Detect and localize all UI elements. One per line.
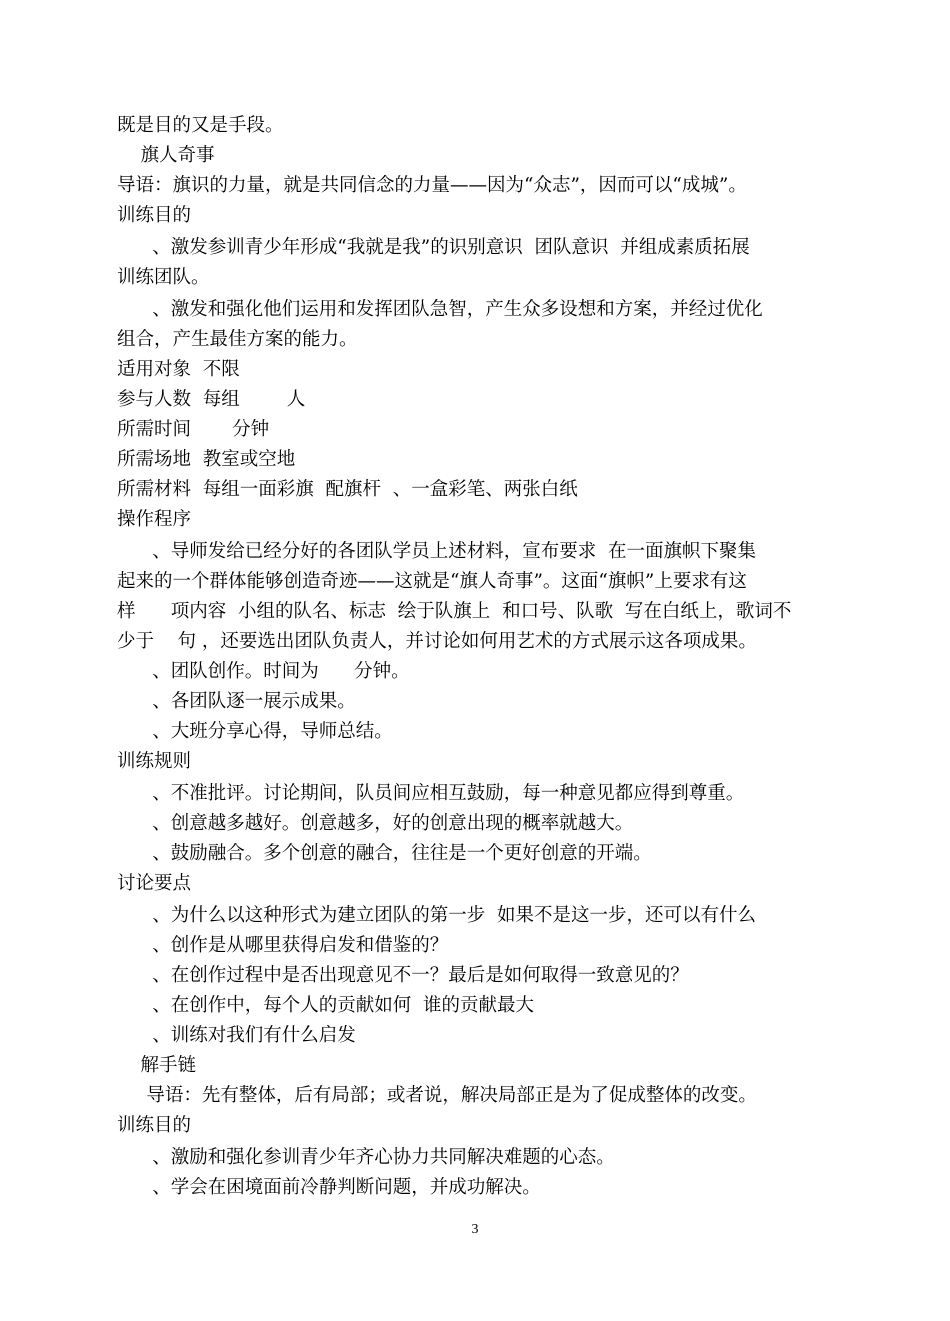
text-line: 、团队创作。时间为 分钟。 (117, 661, 410, 682)
heading: 训练规则 (117, 751, 192, 772)
heading: 操作程序 (117, 509, 192, 530)
text-line: 、鼓励融合。多个创意的融合，往往是一个更好创意的开端。 (117, 843, 652, 864)
text-line: 导语：先有整体，后有局部；或者说，解决局部正是为了促成整体的改变。 (117, 1085, 757, 1106)
text-line: 、导师发给已经分好的各团队学员上述材料，宣布要求 在一面旗帜下聚集 (117, 541, 757, 562)
text-line: 、创作是从哪里获得启发和借鉴的？ (117, 935, 449, 956)
text-line: 既是目的又是手段。 (117, 115, 284, 136)
text-line: 、为什么以这种形式为建立团队的第一步 如果不是这一步，还可以有什么 (117, 905, 757, 926)
text-line: 所需时间 分钟 (117, 419, 270, 440)
text-line: 、不准批评。讨论期间，队员间应相互鼓励，每一种意见都应得到尊重。 (117, 783, 745, 804)
text-line: 、激励和强化参训青少年齐心协力共同解决难题的心态。 (117, 1147, 615, 1168)
text-line: 、学会在困境面前冷静判断问题，并成功解决。 (117, 1177, 541, 1198)
text-line: 所需场地 教室或空地 (117, 449, 296, 470)
section-title: 解手链 (117, 1055, 197, 1076)
text-line: 、在创作中，每个人的贡献如何 谁的贡献最大 (117, 995, 535, 1016)
heading: 训练目的 (117, 1115, 192, 1136)
text-line: 适用对象 不限 (117, 359, 240, 380)
text-line: 、激发和强化他们运用和发挥团队急智，产生众多设想和方案，并经过优化 (117, 299, 763, 320)
text-line: 样 项内容 小组的队名、标志 绘于队旗上 和口号、队歌 写在白纸上，歌词不 (117, 601, 792, 622)
text-line: 、创意越多越好。创意越多，好的创意出现的概率就越大。 (117, 813, 634, 834)
text-line: 、激发参训青少年形成“我就是我”的识别意识 团队意识 并组成素质拓展 (117, 237, 750, 258)
page-number: 3 (471, 1222, 479, 1237)
text-line: 少于 句 ，还要选出团队负责人，并讨论如何用艺术的方式展示这各项成果。 (117, 631, 757, 652)
heading: 讨论要点 (117, 873, 192, 894)
heading: 训练目的 (117, 205, 192, 226)
text-line: 组合，产生最佳方案的能力。 (117, 329, 358, 350)
text-line: 起来的一个群体能够创造奇迹——这就是“旗人奇事”。这面“旗帜”上要求有这 (117, 571, 747, 592)
text-line: 、在创作过程中是否出现意见不一？最后是如何取得一致意见的？ (117, 965, 689, 986)
section-title: 旗人奇事 (117, 145, 215, 166)
text-line: 训练团队。 (117, 267, 210, 288)
text-line: 参与人数 每组 人 (117, 389, 306, 410)
text-line: 、训练对我们有什么启发 (117, 1025, 356, 1046)
text-line: 所需材料 每组一面彩旗 配旗杆 、一盒彩笔、两张白纸 (117, 479, 578, 500)
text-line: 导语：旗识的力量，就是共同信念的力量——因为“众志”，因而可以“成城”。 (117, 175, 747, 196)
text-line: 、大班分享心得，导师总结。 (117, 721, 393, 742)
text-line: 、各团队逐一展示成果。 (117, 691, 356, 712)
